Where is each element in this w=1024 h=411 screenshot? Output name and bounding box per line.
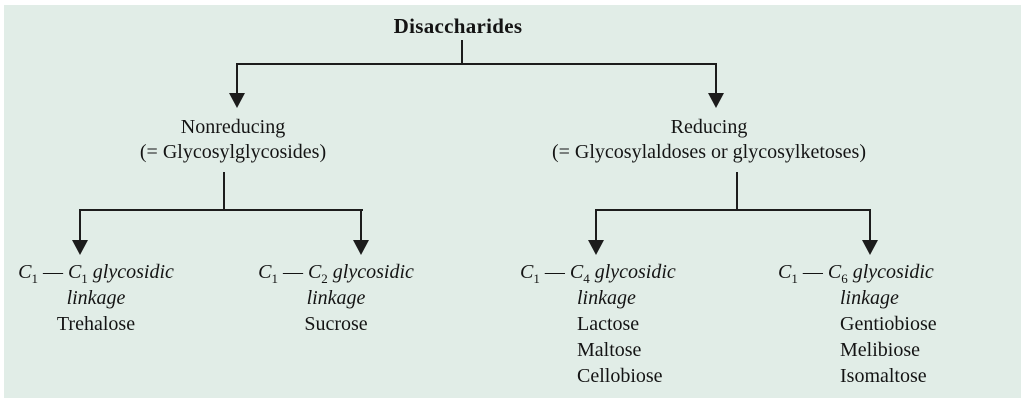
arrow-to-nonreducing-head (229, 93, 245, 108)
arrow-to-nonreducing-shaft (236, 63, 238, 95)
diagram-title: Disaccharides (393, 14, 523, 38)
node-reducing-label: Reducing (670, 116, 748, 138)
arrow-to-reducing-shaft (715, 63, 717, 95)
leaf-c1c4-linkage-label: linkage (577, 287, 636, 309)
leaf-c1c6-linkage-label: linkage (840, 287, 899, 309)
leaf-c1c1-linkage-label: linkage (66, 287, 126, 309)
leaf-c1c1 (0, 259, 192, 337)
leaf-c1c6-formula: $C_1$ — $C_6$ glycosidic (778, 261, 934, 286)
arrow-to-c1c1-shaft (79, 209, 81, 241)
node-nonreducing-sublabel: (= Glycosylglycosides) (139, 141, 327, 163)
leaf-c1c6-example: Gentiobiose (840, 313, 937, 335)
leaf-c1c4-example: Cellobiose (577, 365, 663, 387)
leaf-c1c4-example: Maltose (577, 339, 642, 361)
arrow-to-c1c2-shaft (360, 209, 362, 241)
reducing-horizontal-line (595, 209, 871, 211)
leaf-c1c4-example: Lactose (577, 313, 640, 335)
level1-horizontal-line (236, 63, 717, 65)
arrow-to-c1c6-head (862, 240, 878, 255)
leaf-c1c1-example: Trehalose (56, 313, 136, 335)
reducing-stem-line (736, 172, 738, 210)
node-reducing (514, 115, 904, 165)
node-nonreducing-label: Nonreducing (180, 116, 286, 138)
leaf-c1c2-example: Sucrose (304, 313, 368, 335)
arrow-to-c1c1-head (72, 240, 88, 255)
leaf-c1c6 (778, 259, 937, 389)
leaf-c1c2-linkage-label: linkage (306, 287, 366, 309)
leaf-c1c6-example: Isomaltose (840, 365, 927, 387)
leaf-c1c4 (520, 259, 676, 389)
leaf-c1c1-formula: $C_1$ — $C_1$ glycosidic (18, 261, 174, 286)
arrow-to-c1c6-shaft (869, 209, 871, 241)
arrow-to-c1c4-head (588, 240, 604, 255)
arrow-to-reducing-head (708, 93, 724, 108)
nonreducing-stem-line (223, 172, 225, 210)
leaf-c1c2-formula: $C_1$ — $C_2$ glycosidic (258, 261, 414, 286)
leaf-c1c2 (236, 259, 436, 337)
arrow-to-c1c4-shaft (595, 209, 597, 241)
leaf-c1c6-example: Melibiose (840, 339, 920, 361)
leaf-c1c4-formula: $C_1$ — $C_4$ glycosidic (520, 261, 676, 286)
root-stem-line (461, 40, 463, 63)
arrow-to-c1c2-head (353, 240, 369, 255)
nonreducing-horizontal-line (79, 209, 363, 211)
node-nonreducing (103, 115, 363, 165)
node-reducing-sublabel: (= Glycosylaldoses or glycosylketoses) (551, 141, 866, 163)
